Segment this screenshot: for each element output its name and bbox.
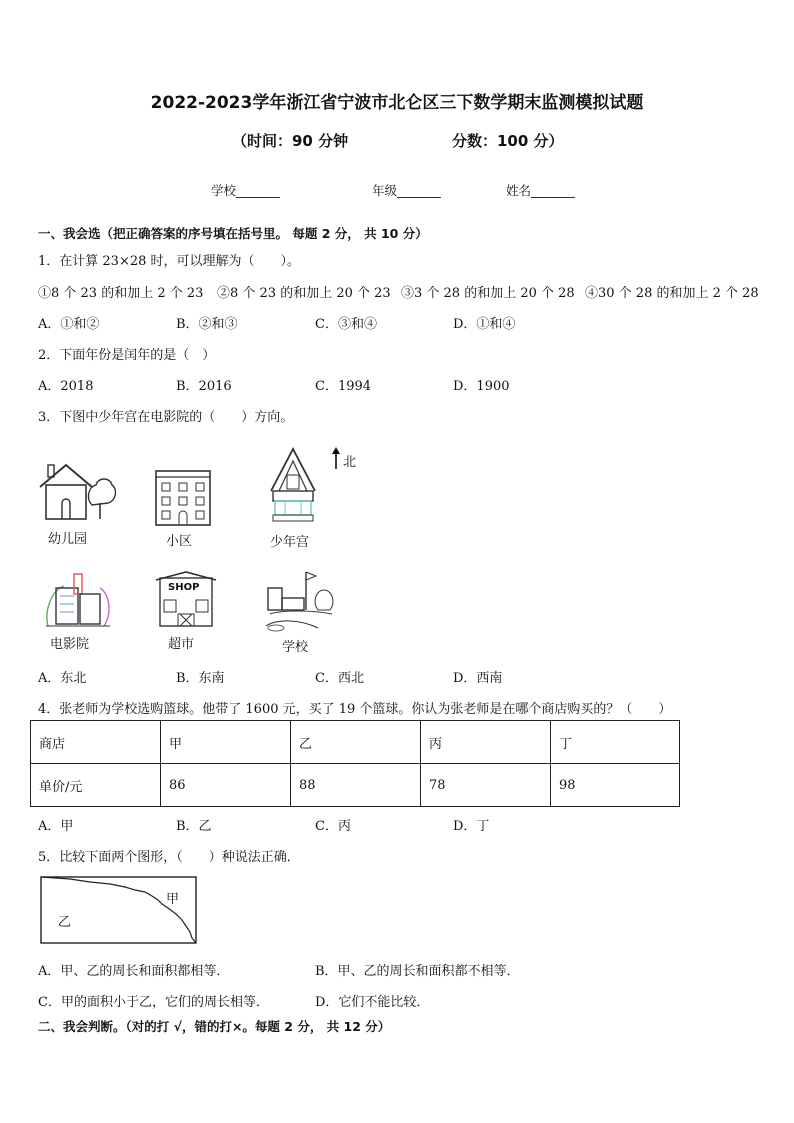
page-title: 2022-2023学年浙江省宁波市北仑区三下数学期末监测模拟试题 (150, 93, 644, 113)
place-cinema: 电影院 (50, 637, 90, 652)
q4-option-a[interactable]: A．甲 (38, 819, 74, 834)
q1-item-4: ④30 个 28 的和加上 2 个 28 (585, 286, 759, 301)
residential-building-icon (153, 465, 213, 527)
q2-option-a[interactable]: A．2018 (38, 379, 94, 394)
cinema-icon (42, 570, 114, 632)
q2-option-d[interactable]: D．1900 (453, 379, 510, 394)
q1-item-2: ②8 个 23 的和加上 20 个 23 (217, 286, 391, 301)
question-3: 3．下图中少年宫在电影院的（ ）方向。 (38, 410, 294, 425)
table-cell: 88 (291, 764, 421, 807)
place-supermarket: 超市 (168, 637, 195, 652)
q3-option-a[interactable]: A．东北 (38, 671, 87, 686)
shape-label-yi: 乙 (58, 915, 72, 930)
grade-field: 年级_______ (372, 183, 441, 198)
question-4: 4．张老师为学校选购篮球。他带了 1600 元，买了 19 个篮球。你认为张老师是在哪个商店购买的？（ ） (38, 702, 672, 717)
supermarket-icon (152, 570, 220, 630)
table-cell: 单价/元 (31, 764, 161, 807)
q3-option-d[interactable]: D．西南 (453, 671, 503, 686)
q4-option-d[interactable]: D．丁 (453, 819, 490, 834)
school-field: 学校_______ (211, 183, 280, 198)
table-cell: 86 (161, 764, 291, 807)
exam-time: （时间：90 分钟 (232, 132, 349, 150)
table-cell: 78 (421, 764, 551, 807)
table-cell: 商店 (31, 721, 161, 764)
shape-label-jia: 甲 (166, 892, 180, 907)
table-cell: 丙 (421, 721, 551, 764)
question-2: 2．下面年份是闰年的是（ ） (38, 348, 216, 363)
question-5: 5．比较下面两个图形，（ ）种说法正确． (38, 850, 300, 865)
q1-option-a[interactable]: A．①和② (38, 317, 100, 332)
place-school: 学校 (282, 640, 309, 655)
place-childrens-palace: 少年宫 (270, 535, 310, 550)
q5-option-b[interactable]: B．甲、乙的周长和面积都不相等． (315, 964, 520, 979)
q5-option-d[interactable]: D．它们不能比较． (315, 995, 430, 1010)
exam-score: 分数：100 分） (452, 132, 564, 150)
q3-option-c[interactable]: C．西北 (315, 671, 364, 686)
price-table (30, 720, 680, 807)
table-row (31, 721, 680, 764)
table-cell: 甲 (161, 721, 291, 764)
q1-option-c[interactable]: C．③和④ (315, 317, 377, 332)
q4-option-c[interactable]: C．丙 (315, 819, 351, 834)
table-row (31, 764, 680, 807)
shop-sign: SHOP (168, 582, 200, 593)
q1-option-d[interactable]: D．①和④ (453, 317, 516, 332)
school-icon (262, 570, 342, 634)
q1-option-b[interactable]: B．②和③ (176, 317, 238, 332)
q3-option-b[interactable]: B．东南 (176, 671, 225, 686)
place-residential: 小区 (166, 534, 193, 549)
q1-item-3: ③3 个 28 的和加上 20 个 28 (401, 286, 575, 301)
question-1: 1．在计算 23×28 时，可以理解为（ ）。 (38, 254, 301, 269)
q4-option-b[interactable]: B．乙 (176, 819, 212, 834)
place-kindergarten: 幼儿园 (48, 532, 88, 547)
north-label: 北 (343, 455, 357, 470)
kindergarten-icon (36, 455, 116, 525)
name-field: 姓名_______ (506, 183, 575, 198)
q2-option-c[interactable]: C．1994 (315, 379, 372, 394)
q5-option-a[interactable]: A．甲、乙的周长和面积都相等． (38, 964, 230, 979)
table-cell: 丁 (551, 721, 680, 764)
table-cell: 乙 (291, 721, 421, 764)
q2-option-b[interactable]: B．2016 (176, 379, 232, 394)
section-2-heading: 二、我会判断。（对的打 √，错的打×。每题 2 分， 共 12 分） (38, 1019, 391, 1034)
childrens-palace-icon (265, 445, 321, 529)
table-cell: 98 (551, 764, 680, 807)
q1-item-1: ①8 个 23 的和加上 2 个 23 (38, 286, 204, 301)
section-1-heading: 一、我会选（把正确答案的序号填在括号里。 每题 2 分， 共 10 分） (38, 226, 428, 241)
q5-option-c[interactable]: C．甲的面积小于乙，它们的周长相等． (38, 995, 269, 1010)
